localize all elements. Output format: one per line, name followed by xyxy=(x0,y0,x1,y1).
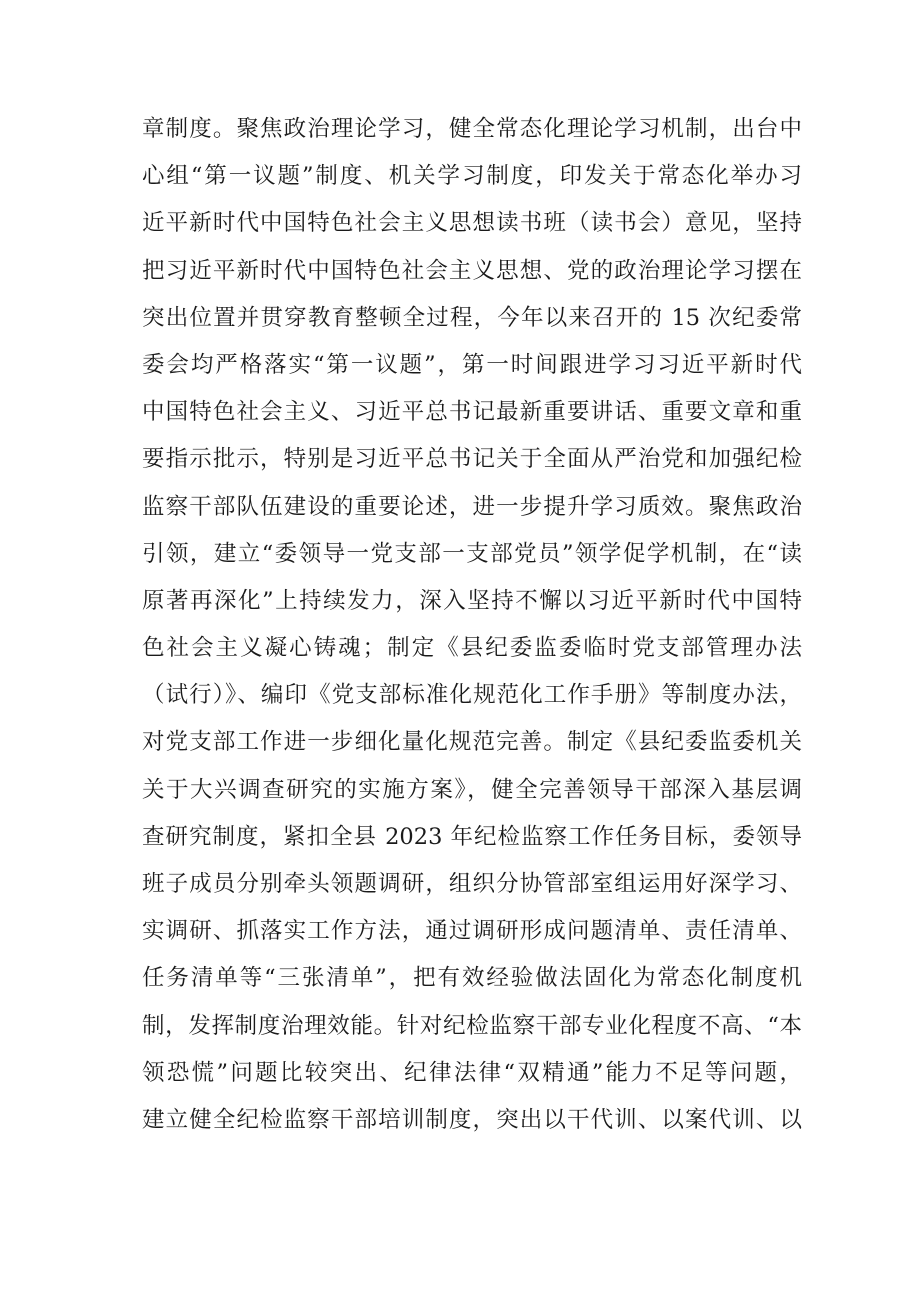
text-line: （试行）》、编印《党支部标准化规范化工作手册》等制度办法， xyxy=(142,682,802,709)
body-text xyxy=(142,106,802,1144)
text-line: 查研究制度，紧扣全县 2023 年纪检监察工作任务目标，委领导 xyxy=(142,823,802,850)
text-line: 章制度。聚焦政治理论学习，健全常态化理论学习机制，出台中 xyxy=(142,116,802,142)
text-line: 中国特色社会主义、习近平总书记最新重要讲话、重要文章和重 xyxy=(142,399,802,426)
text-line: 引领，建立“委领导一党支部一支部党员”领学促学机制，在“读 xyxy=(142,540,802,567)
text-line: 色社会主义凝心铸魂；制定《县纪委监委临时党支部管理办法 xyxy=(142,635,802,662)
text-line: 把习近平新时代中国特色社会主义思想、党的政治理论学习摆在 xyxy=(142,257,802,284)
text-line: 制，发挥制度治理效能。针对纪检监察干部专业化程度不高、“本 xyxy=(142,1012,802,1039)
text-line: 委会均严格落实“第一议题”，第一时间跟进学习习近平新时代 xyxy=(142,351,802,378)
text-line: 实调研、抓落实工作方法，通过调研形成问题清单、责任清单、 xyxy=(142,918,802,945)
text-line: 要指示批示，特别是习近平总书记关于全面从严治党和加强纪检 xyxy=(142,446,802,473)
text-line: 监察干部队伍建设的重要论述，进一步提升学习质效。聚焦政治 xyxy=(142,493,802,520)
text-line: 建立健全纪检监察干部培训制度，突出以干代训、以案代训、以 xyxy=(142,1106,802,1133)
text-line: 突出位置并贯穿教育整顿全过程，今年以来召开的 15 次纪委常 xyxy=(142,304,802,331)
text-line: 任务清单等“三张清单”，把有效经验做法固化为常态化制度机 xyxy=(142,965,802,992)
text-line: 近平新时代中国特色社会主义思想读书班（读书会）意见，坚持 xyxy=(142,210,802,237)
text-line: 原著再深化”上持续发力，深入坚持不懈以习近平新时代中国特 xyxy=(142,587,802,614)
text-line: 关于大兴调查研究的实施方案》，健全完善领导干部深入基层调 xyxy=(142,776,802,803)
text-line: 班子成员分别牵头领题调研，组织分协管部室组运用好深学习、 xyxy=(142,871,802,897)
text-line: 领恐慌”问题比较突出、纪律法律“双精通”能力不足等问题， xyxy=(142,1059,802,1086)
text-line: 对党支部工作进一步细化量化规范完善。制定《县纪委监委机关 xyxy=(142,729,802,756)
text-line: 心组“第一议题”制度、机关学习制度，印发关于常态化举办习 xyxy=(142,163,802,190)
